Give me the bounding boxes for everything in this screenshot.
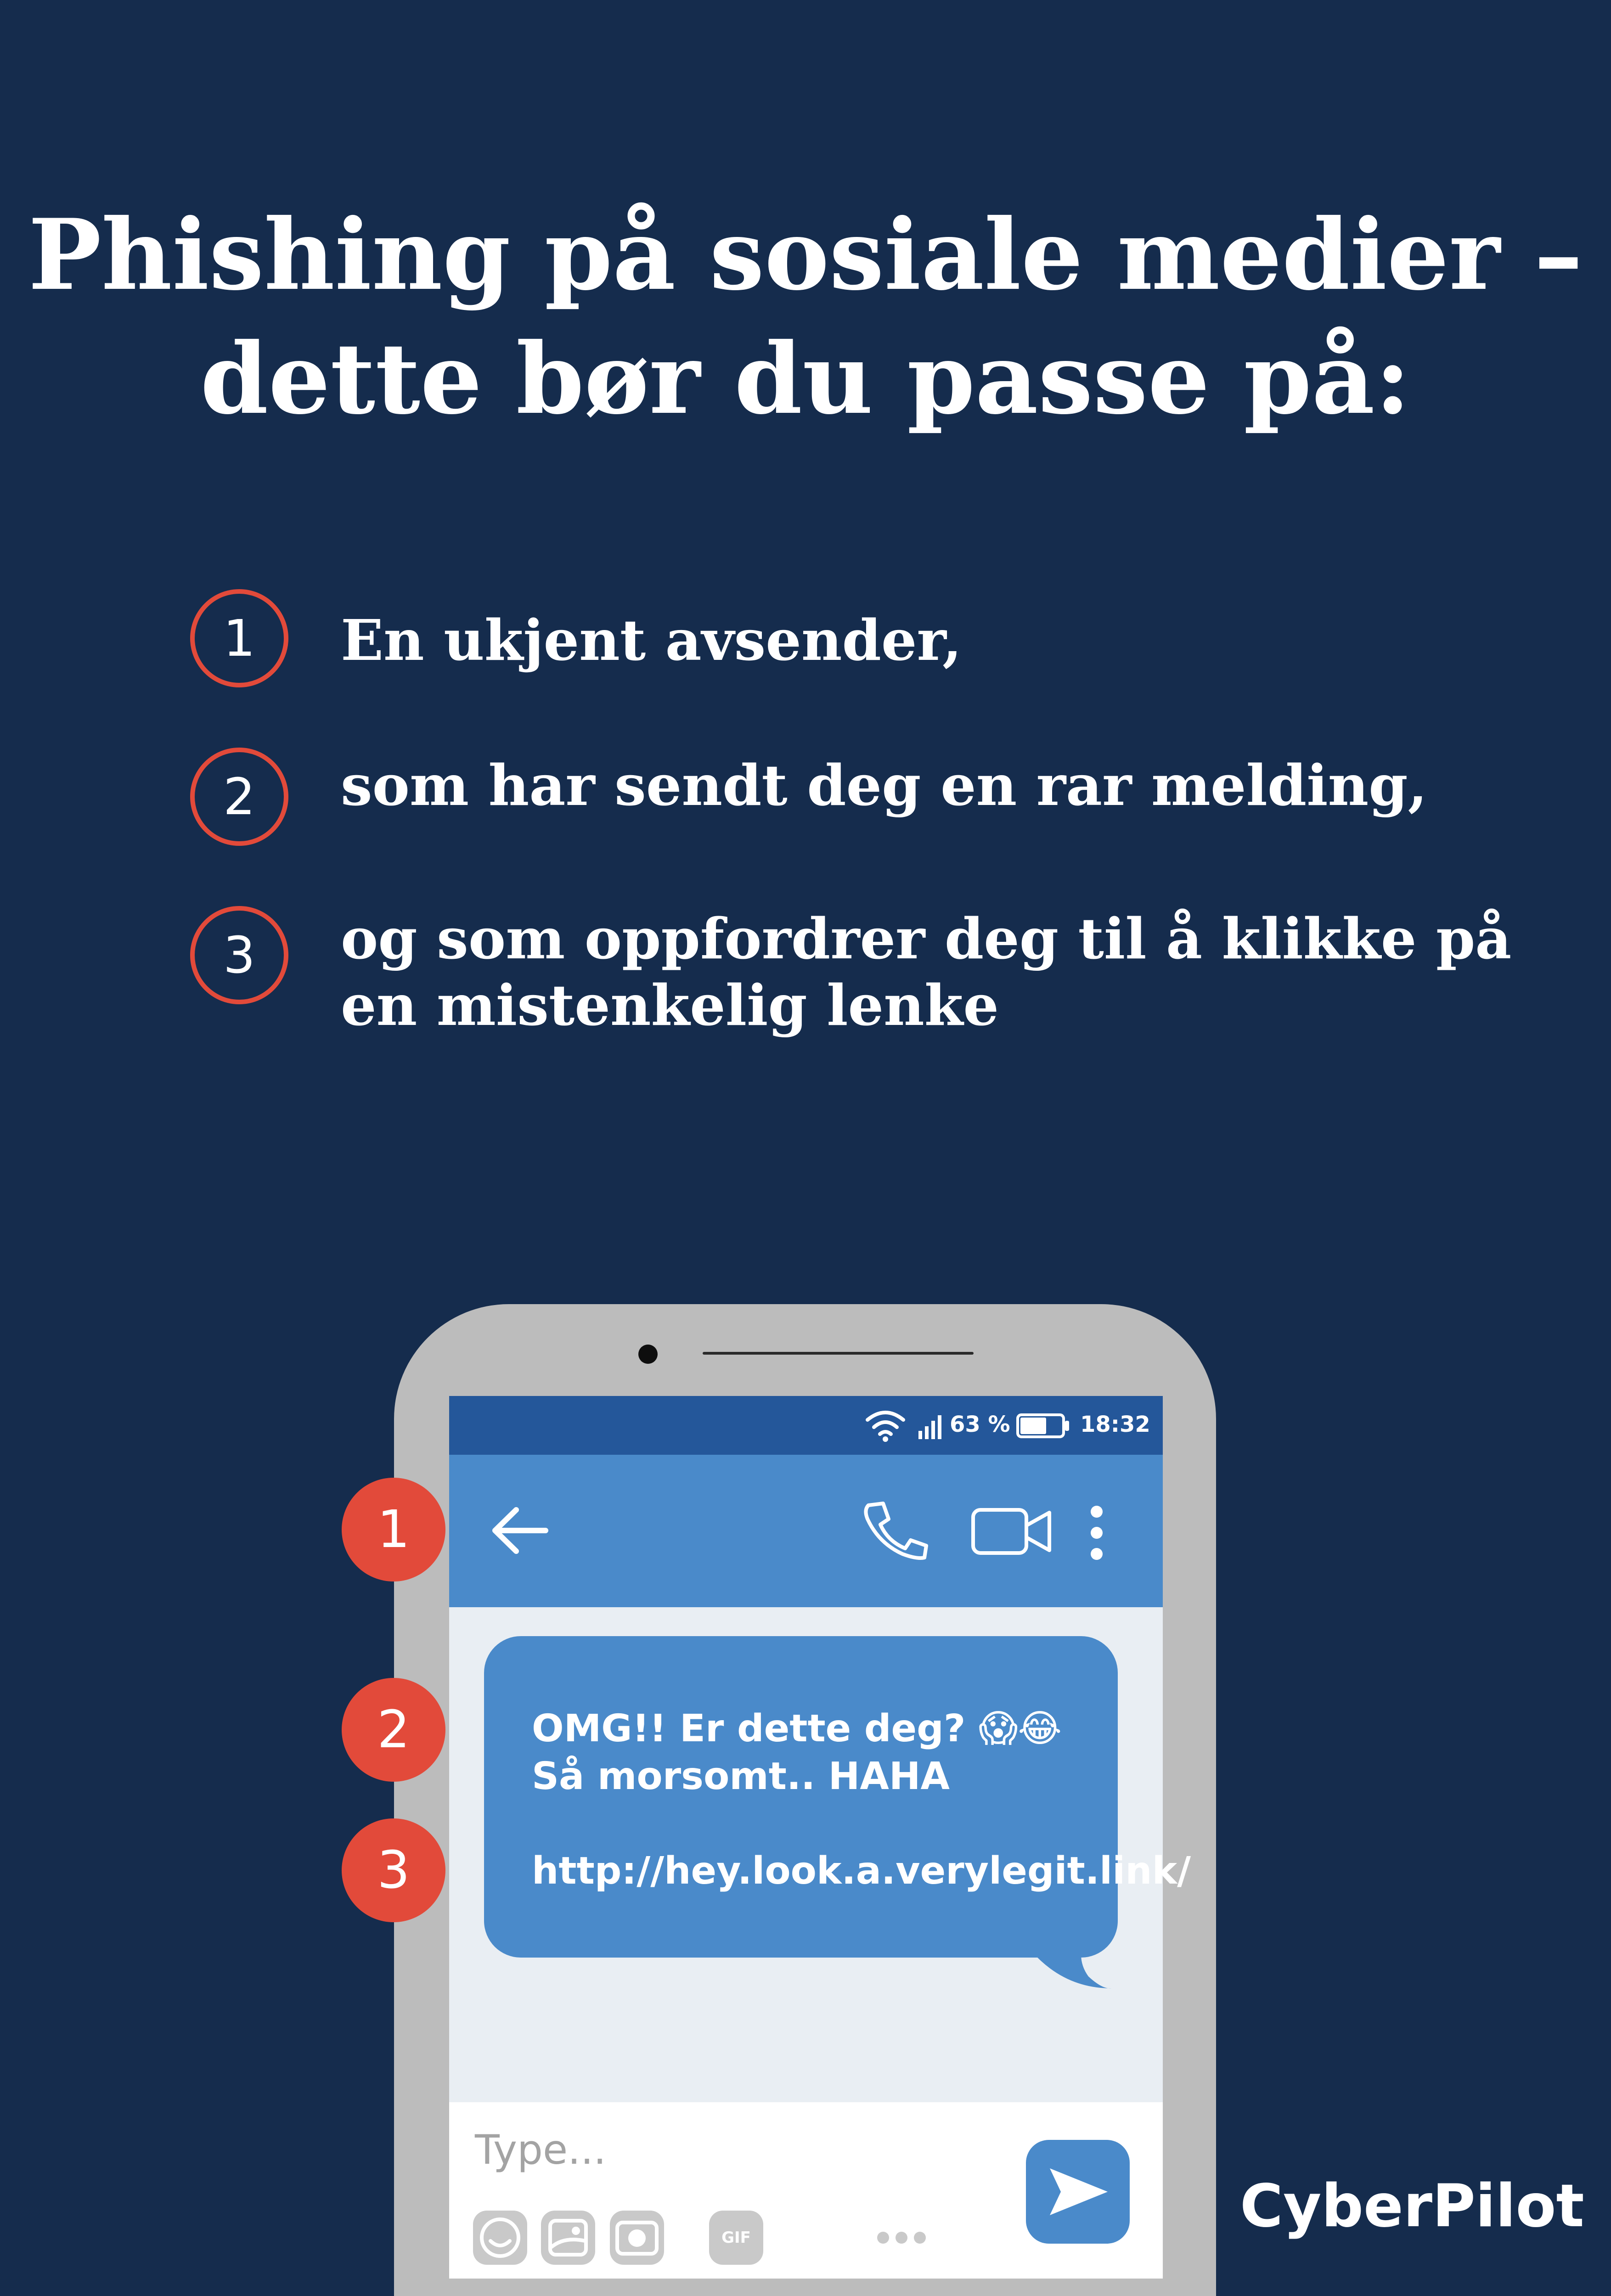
brand-logo: CyberPilot (1240, 2172, 1584, 2240)
wifi-icon (865, 1409, 906, 1442)
title-line-1: Phishing på sosiale medier – (28, 197, 1583, 312)
video-camera-icon[interactable] (970, 1506, 1053, 1557)
status-bar (449, 1396, 1163, 1455)
list-item-1-text: En ukjent avsender, (341, 607, 962, 673)
clock: 18:32 (1080, 1412, 1150, 1437)
front-camera (638, 1345, 658, 1364)
more-horizontal-icon[interactable] (876, 2231, 927, 2245)
more-vertical-icon[interactable] (1087, 1505, 1106, 1560)
phone-speaker (703, 1352, 974, 1355)
callout-3: 3 (342, 1818, 445, 1922)
phone-icon[interactable] (860, 1501, 929, 1560)
list-item-3-line-1: og som oppfordrer deg til å klikke på (341, 906, 1512, 972)
list-item-3-line-2: en mistenkelig lenke (341, 972, 999, 1038)
list-number-3: 3 (190, 906, 288, 1004)
list-item-2-text: som har sendt deg en rar melding, (341, 752, 1428, 818)
battery-percent: 63 % (950, 1412, 1010, 1437)
send-button[interactable] (1026, 2140, 1130, 2244)
message-line-1: OMG!! Er dette deg? 😱😂 (532, 1707, 1062, 1750)
list-item-3-text (341, 906, 1581, 1039)
list-number-2: 2 (190, 748, 288, 846)
battery-icon (1016, 1413, 1070, 1438)
message-link[interactable]: http://hey.look.a.verylegit.link/ (532, 1849, 1191, 1893)
emoji-icon[interactable] (473, 2211, 527, 2265)
bubble-tail (997, 1929, 1116, 1993)
message-bubble (484, 1636, 1191, 1958)
chat-header (449, 1455, 1163, 1607)
message-input[interactable]: Type... (475, 2126, 607, 2173)
page-title (0, 193, 1611, 441)
list-number-1: 1 (190, 589, 288, 687)
back-arrow-icon[interactable] (490, 1505, 549, 1556)
signal-icon (918, 1414, 943, 1440)
callout-2: 2 (342, 1678, 445, 1782)
gif-label: GIF (721, 2228, 751, 2247)
title-line-2: dette bør du passe på: (200, 321, 1411, 436)
callout-1: 1 (342, 1478, 445, 1581)
camera-icon[interactable] (610, 2211, 664, 2265)
send-icon (1026, 2140, 1130, 2244)
message-line-2: Så morsomt.. HAHA (532, 1755, 950, 1798)
image-icon[interactable] (541, 2211, 595, 2265)
gif-icon[interactable] (709, 2211, 763, 2265)
